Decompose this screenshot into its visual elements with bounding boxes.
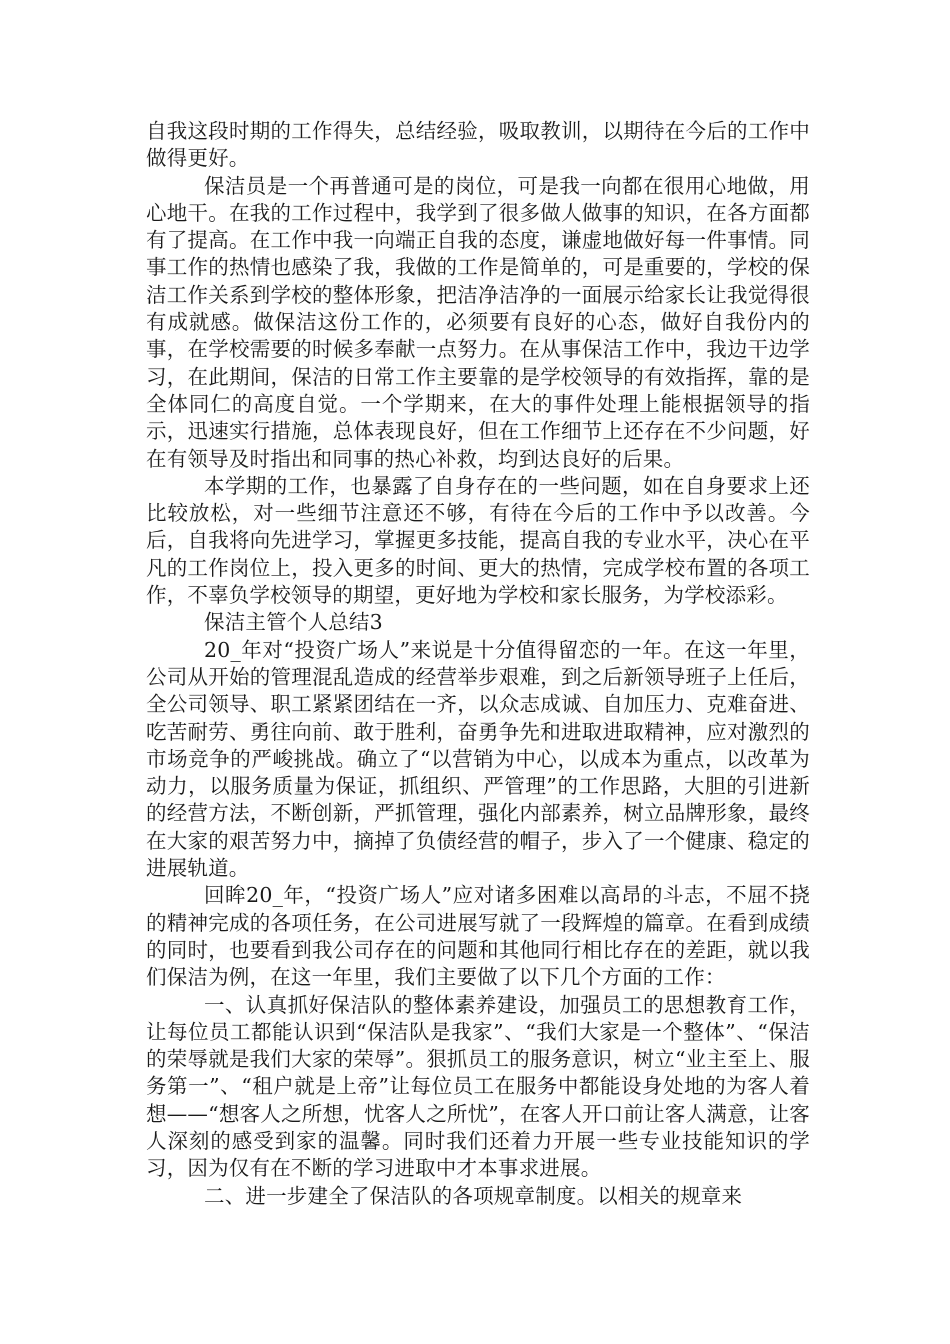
paragraph-year-review: 20_年对“投资广场人”来说是十分值得留恋的一年。在这一年里，公司从开始的管理混乱造成的经营举步艰难，到之后新领导班子上任后，全公司领导、职工紧紧团结在一齐，以众志成诚、自加压力、克难奋进、吃苦耐劳、勇往向前、敢于胜利，奋勇争先和进取进取精神，应对激烈的市场竞争的严峻挑战。确立了“以营销为中心，以成本为重点，以改革为动力，以服务质量为保证，抓组织、严管理”的工作思路，大胆的引进新的经营方法，不断创新，严抓管理，强化内部素养，树立品牌形象，最终在大家的艰苦努力中，摘掉了负债经营的帽子，步入了一个健康、稳定的进展轨道。 <box>146 637 810 881</box>
paragraph-look-back: 回眸20_年，“投资广场人”应对诸多困难以高昂的斗志，不屈不挠的精神完成的各项任务，在公司进展写就了一段辉煌的篇章。在看到成绩的同时，也要看到我公司存在的问题和其他同行相比存在的差距，就以我们保洁为例，在这一年里，我们主要做了以下几个方面的工作： <box>146 883 810 990</box>
section-heading: 保洁主管个人总结3 <box>204 610 383 635</box>
paragraph-point-one: 一、认真抓好保洁队的整体素养建设，加强员工的思想教育工作，让每位员工都能认识到“保洁队是我家”、“我们大家是一个整体”、“保洁的荣辱就是我们大家的荣辱”。狠抓员工的服务意识，树立“业主至上、服务第一”、“租户就是上帝”让每位员工在服务中都能设身处地的为客人着想——“想客人之所想，忧客人之所忧”，在客人开口前让客人满意，让客人深刻的感受到家的温馨。同时我们还着力开展一些专业技能知识的学习，因为仅有在不断的学习进取中才本事求进展。 <box>146 992 810 1181</box>
paragraph-point-two: 二、进一步建全了保洁队的各项规章制度。以相关的规章来 <box>204 1183 743 1208</box>
paragraph-cleaner-role: 保洁员是一个再普通可是的岗位，可是我一向都在很用心地做，用心地干。在我的工作过程中，我学到了很多做人做事的知识，在各方面都有了提高。在工作中我一向端正自我的态度，谦虚地做好每一件事情。同事工作的热情也感染了我，我做的工作是简单的，可是重要的，学校的保洁工作关系到学校的整体形象，把洁净洁净的一面展示给家长让我觉得很有成就感。做保洁这份工作的，必须要有良好的心态，做好自我份内的事，在学校需要的时候多奉献一点努力。在从事保洁工作中，我边干边学习，在此期间，保洁的日常工作主要靠的是学校领导的有效指挥，靠的是全体同仁的高度自觉。一个学期来，在大的事件处理上能根据领导的指示，迅速实行措施，总体表现良好，但在工作细节上还存在不少问题，好在有领导及时指出和同事的热心补救，均到达良好的后果。 <box>146 173 810 471</box>
paragraph-intro: 自我这段时期的工作得失，总结经验，吸取教训，以期待在今后的工作中做得更好。 <box>146 119 810 171</box>
document-page <box>146 118 810 1210</box>
paragraph-semester-issues: 本学期的工作，也暴露了自身存在的一些问题，如在自身要求上还比较放松，对一些细节注意还不够，有待在今后的工作中予以改善。今后，自我将向先进学习，掌握更多技能，提高自我的专业水平，决心在平凡的工作岗位上，投入更多的时间、更大的热情，完成学校布置的各项工作，不辜负学校领导的期望，更好地为学校和家长服务，为学校添彩。 <box>146 473 810 608</box>
